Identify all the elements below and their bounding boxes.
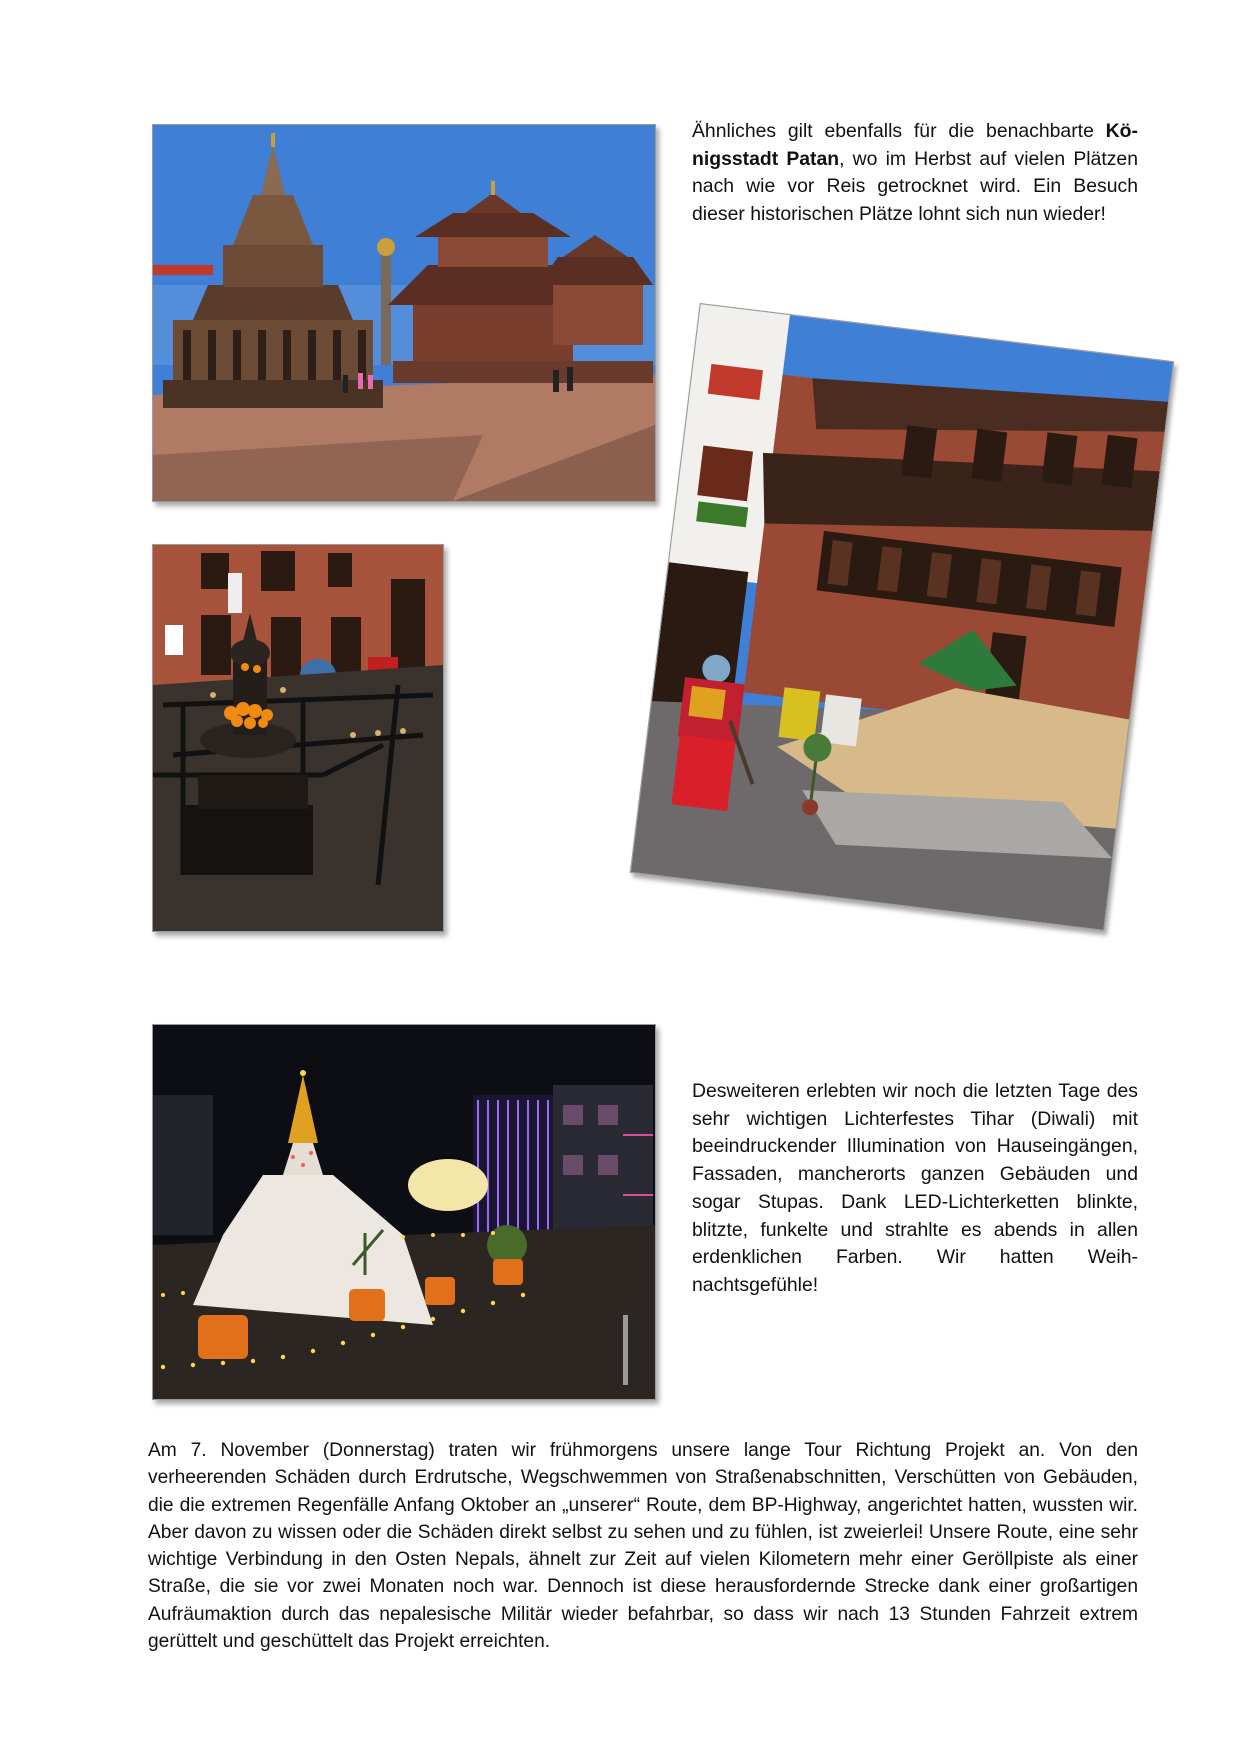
patan-text-end: , wo im Herbst auf vielen Plätzen nach wie vor Reis getrocknet wird. Ein Besuch dieser historischen Plätze lohnt sich nun wieder!: [692, 147, 1138, 226]
photo-patan-durbar-square: [152, 124, 656, 502]
paragraph-tihar: Desweiteren erlebten wir noch die letzten Tage des sehr wichtigen Lichterfestes Tihar (Diwali) mit beeindruckender Illumination von Hauseingängen, Fassaden, mancherorts ganzen Gebäuden und sogar Stupas. Dank LED-Lichterketten blinkte, blitzte, funkelte und strahlte es abends in allen erdenklichen Farben. Wir hatten Weihnachtsgefühle!: [692, 1080, 1138, 1296]
patan-temples-illustration: [153, 125, 655, 501]
paragraph-tour: Am 7. November (Donnerstag) traten wir frühmorgens unsere lange Tour Richtung Projekt an. Von den verheerenden Schäden durch Erdrutsche, Wegschwemmen von Straßenabschnitten, Verschütten von Gebäuden, die die extremen Regenfälle Anfang Oktober an „unserer“ Route, dem BP-Highway, angerichtet hatten, wussten wir. Aber davon zu wissen oder die Schäden direkt selbst zu sehen und zu fühlen, ist zweierlei! Unsere Route, eine sehr wichtige Verbindung in den Osten Nepals, ähnelt zur Zeit auf vielen Kilometern mehr einer Geröllpiste als einer Straße, die sie vor zwei Monaten noch war. Dennoch ist diese herausfordernde Strecke dank einer großartigen Aufräumaktion durch das nepalesische Militär wieder befahrbar, so dass wir nach 13 Stunden Fahrzeit extrem gerüttelt und geschüttelt das Projekt erreichten.: [148, 1440, 1138, 1653]
patan-bold-name: Königsstadt Patan: [692, 120, 1138, 170]
paragraph-patan: [692, 118, 1138, 229]
rice-drying-illustration: [631, 304, 1173, 930]
patan-text-start: Ähnliches gilt ebenfalls für die benachbarte: [692, 120, 1106, 142]
photo-shrine-with-flowers: [152, 544, 444, 932]
photo-rice-drying-temple: [630, 303, 1174, 931]
shrine-illustration: [153, 545, 443, 931]
photo-illuminated-stupa: [152, 1024, 656, 1400]
stupa-night-illustration: [153, 1025, 655, 1399]
